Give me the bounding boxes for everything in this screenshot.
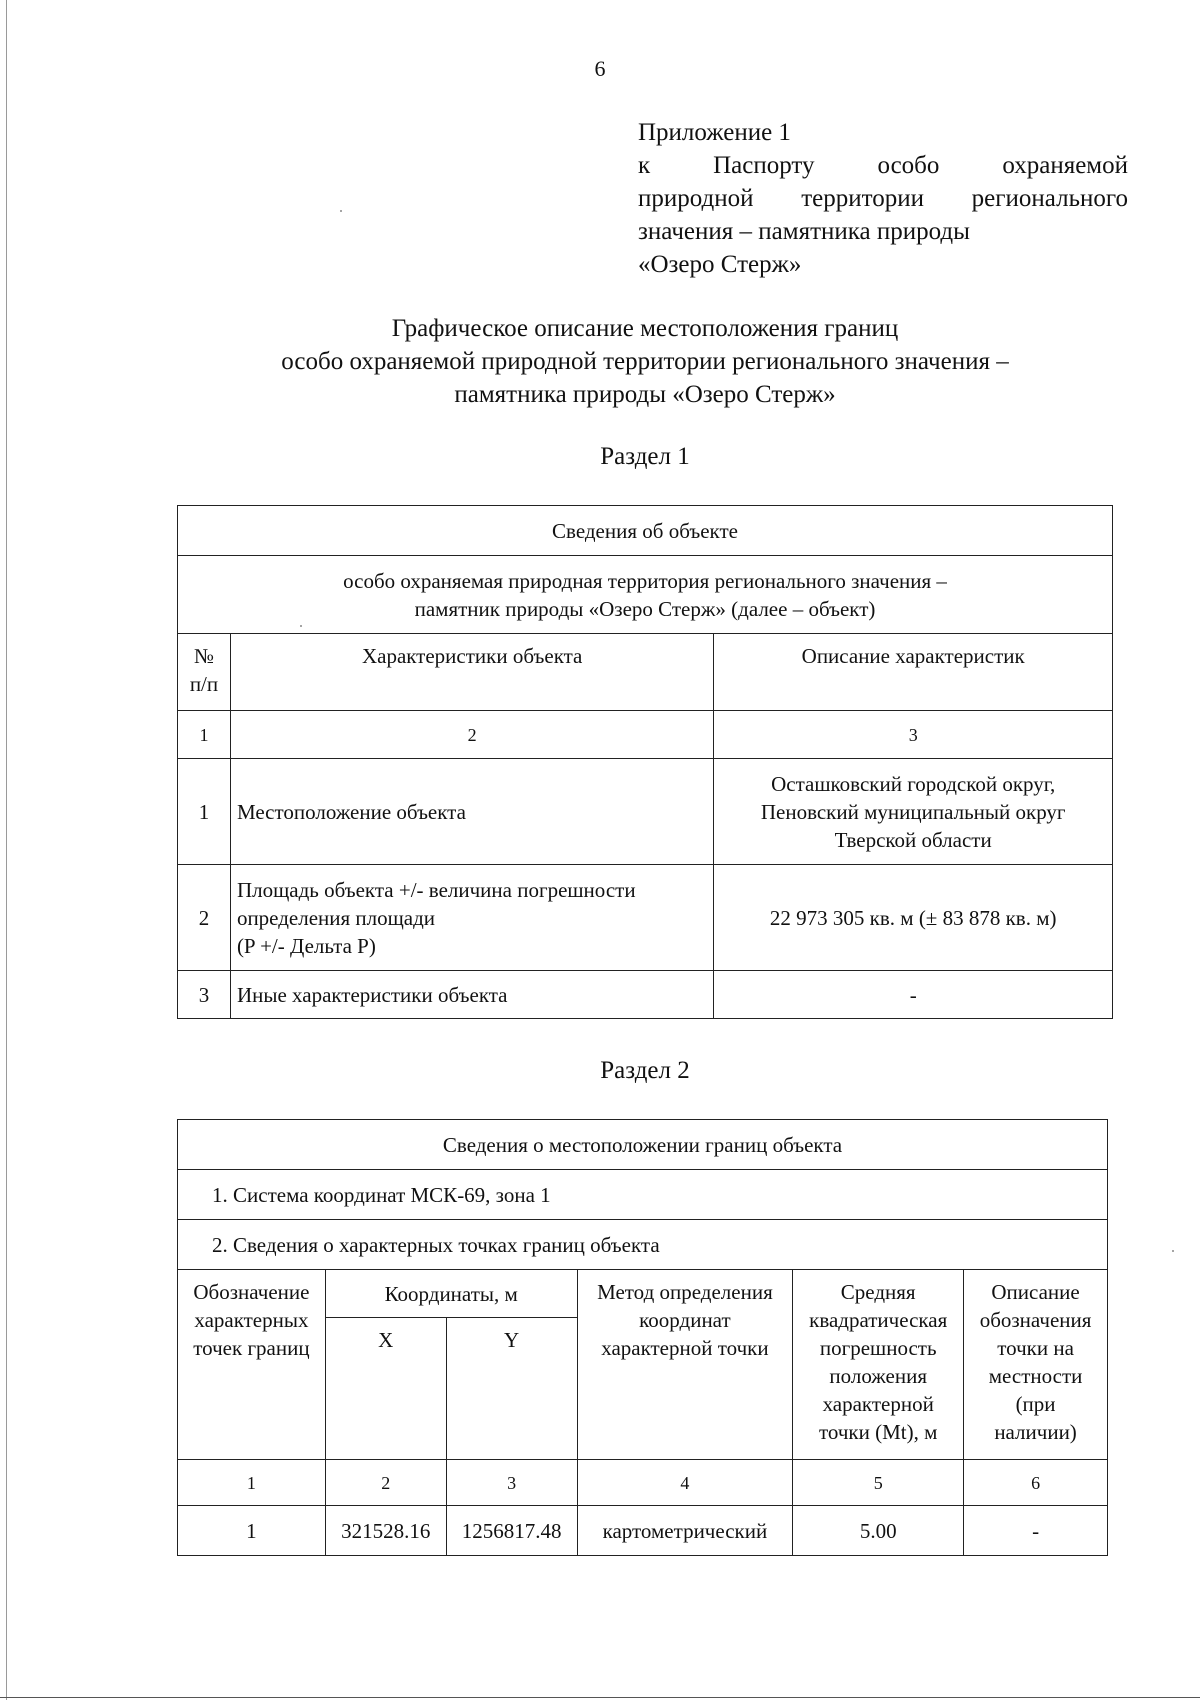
row-description: 22 973 305 кв. м (± 83 878 кв. м) [714,865,1113,971]
table-caption: Сведения о местоположении границ объекта [178,1120,1108,1170]
row-description [714,759,1113,865]
row-description: - [714,971,1113,1019]
column-number: 5 [793,1460,964,1506]
title-line: особо охраняемой природной территории регионального значения – [281,348,1009,375]
section-1-heading: Раздел 1 [600,443,690,470]
row-num: 3 [178,971,231,1019]
column-number: 1 [178,711,231,759]
header-line: точки на [997,1336,1074,1360]
row-characteristic: Местоположение объекта [230,759,713,865]
row-num: 2 [178,865,231,971]
characteristic-line: (P +/- Дельта P) [236,933,376,958]
page-number: 6 [594,56,606,81]
scan-edge-bottom [0,1697,1200,1698]
column-number: 1 [178,1460,326,1506]
header-line: квадратическая [809,1308,948,1332]
header-coords: Координаты, м [325,1270,577,1318]
column-number: 2 [230,711,713,759]
column-number: 3 [714,711,1113,759]
table-row [178,865,1113,971]
row-method: картометрический [577,1506,793,1556]
header-line: точки (Mt), м [819,1420,938,1444]
row-x: 321528.16 [325,1506,446,1556]
header-line: координат [639,1308,731,1332]
description-line: Пеновский муниципальный округ [760,799,1066,824]
scan-speck [340,210,342,212]
appendix-header [638,116,1128,281]
title-line: памятника природы «Озеро Стерж» [454,381,836,408]
header-line: положения [829,1364,927,1388]
header-line: характерных [194,1308,309,1332]
appendix-line: к Паспорту особо охраняемой [638,152,1128,179]
column-number: 2 [325,1460,446,1506]
header-num-line: № [193,644,214,668]
column-number-row [178,711,1113,759]
header-marking [964,1270,1108,1460]
header-line: обозначения [979,1308,1092,1332]
column-number: 4 [577,1460,793,1506]
description-line: Тверской области [834,827,992,852]
points-info: 2. Сведения о характерных точках границ объекта [178,1220,1108,1270]
header-line: Обозначение [193,1280,310,1304]
table-header-row [178,634,1113,711]
description-line: Осташковский городской округ, [771,771,1056,796]
header-num [178,634,231,711]
appendix-line: природной территории регионального [638,185,1128,212]
header-line: Средняя [840,1280,916,1304]
header-point [178,1270,326,1460]
table-caption-row [178,506,1113,556]
row-marking: - [964,1506,1108,1556]
row-point: 1 [178,1506,326,1556]
header-line: погрешность [819,1336,937,1360]
table-caption-row [178,1120,1108,1170]
object-name-cell [178,556,1113,634]
header-line: местности [988,1364,1083,1388]
header-error [793,1270,964,1460]
section-2-heading: Раздел 2 [600,1057,690,1084]
header-line: (при [1015,1392,1056,1416]
table-row [178,759,1113,865]
characteristic-line: определения площади [236,905,436,930]
characteristic-line: Площадь объекта +/- величина погрешности [236,877,636,902]
header-x: X [325,1318,446,1460]
header-method [577,1270,793,1460]
boundary-points-table [177,1119,1108,1556]
header-line: характерной [822,1392,934,1416]
row-characteristic [230,865,713,971]
document-title [150,312,1140,411]
table-header-row [178,1270,1108,1318]
header-line: точек границ [193,1336,310,1360]
object-name-line: особо охраняемая природная территория регионального значения – [343,568,947,593]
appendix-line: значения – памятника природы [638,218,970,245]
header-description: Описание характеристик [714,634,1113,711]
appendix-line: «Озеро Стерж» [638,251,802,278]
scan-edge-left [6,0,7,1700]
header-line: характерной точки [601,1336,769,1360]
object-name-row [178,556,1113,634]
table-row [178,971,1113,1019]
row-num: 1 [178,759,231,865]
column-number: 6 [964,1460,1108,1506]
header-num-line: п/п [189,672,219,696]
row-characteristic: Иные характеристики объекта [230,971,713,1019]
coordinate-system: 1. Система координат МСК-69, зона 1 [178,1170,1108,1220]
header-y: Y [446,1318,577,1460]
column-number: 3 [446,1460,577,1506]
object-info-table [177,505,1113,1019]
header-line: Описание [991,1280,1080,1304]
header-line: наличии) [994,1420,1077,1444]
appendix-line: Приложение 1 [638,119,791,146]
points-info-row [178,1220,1108,1270]
row-y: 1256817.48 [446,1506,577,1556]
header-characteristics: Характеристики объекта [230,634,713,711]
table-caption: Сведения об объекте [178,506,1113,556]
table-row [178,1506,1108,1556]
object-name-line: памятник природы «Озеро Стерж» (далее – объект) [414,596,876,621]
coordinate-system-row [178,1170,1108,1220]
header-line: Метод определения [597,1280,773,1304]
column-number-row [178,1460,1108,1506]
row-error: 5.00 [793,1506,964,1556]
title-line: Графическое описание местоположения границ [391,315,899,342]
scan-speck [1172,1250,1174,1252]
